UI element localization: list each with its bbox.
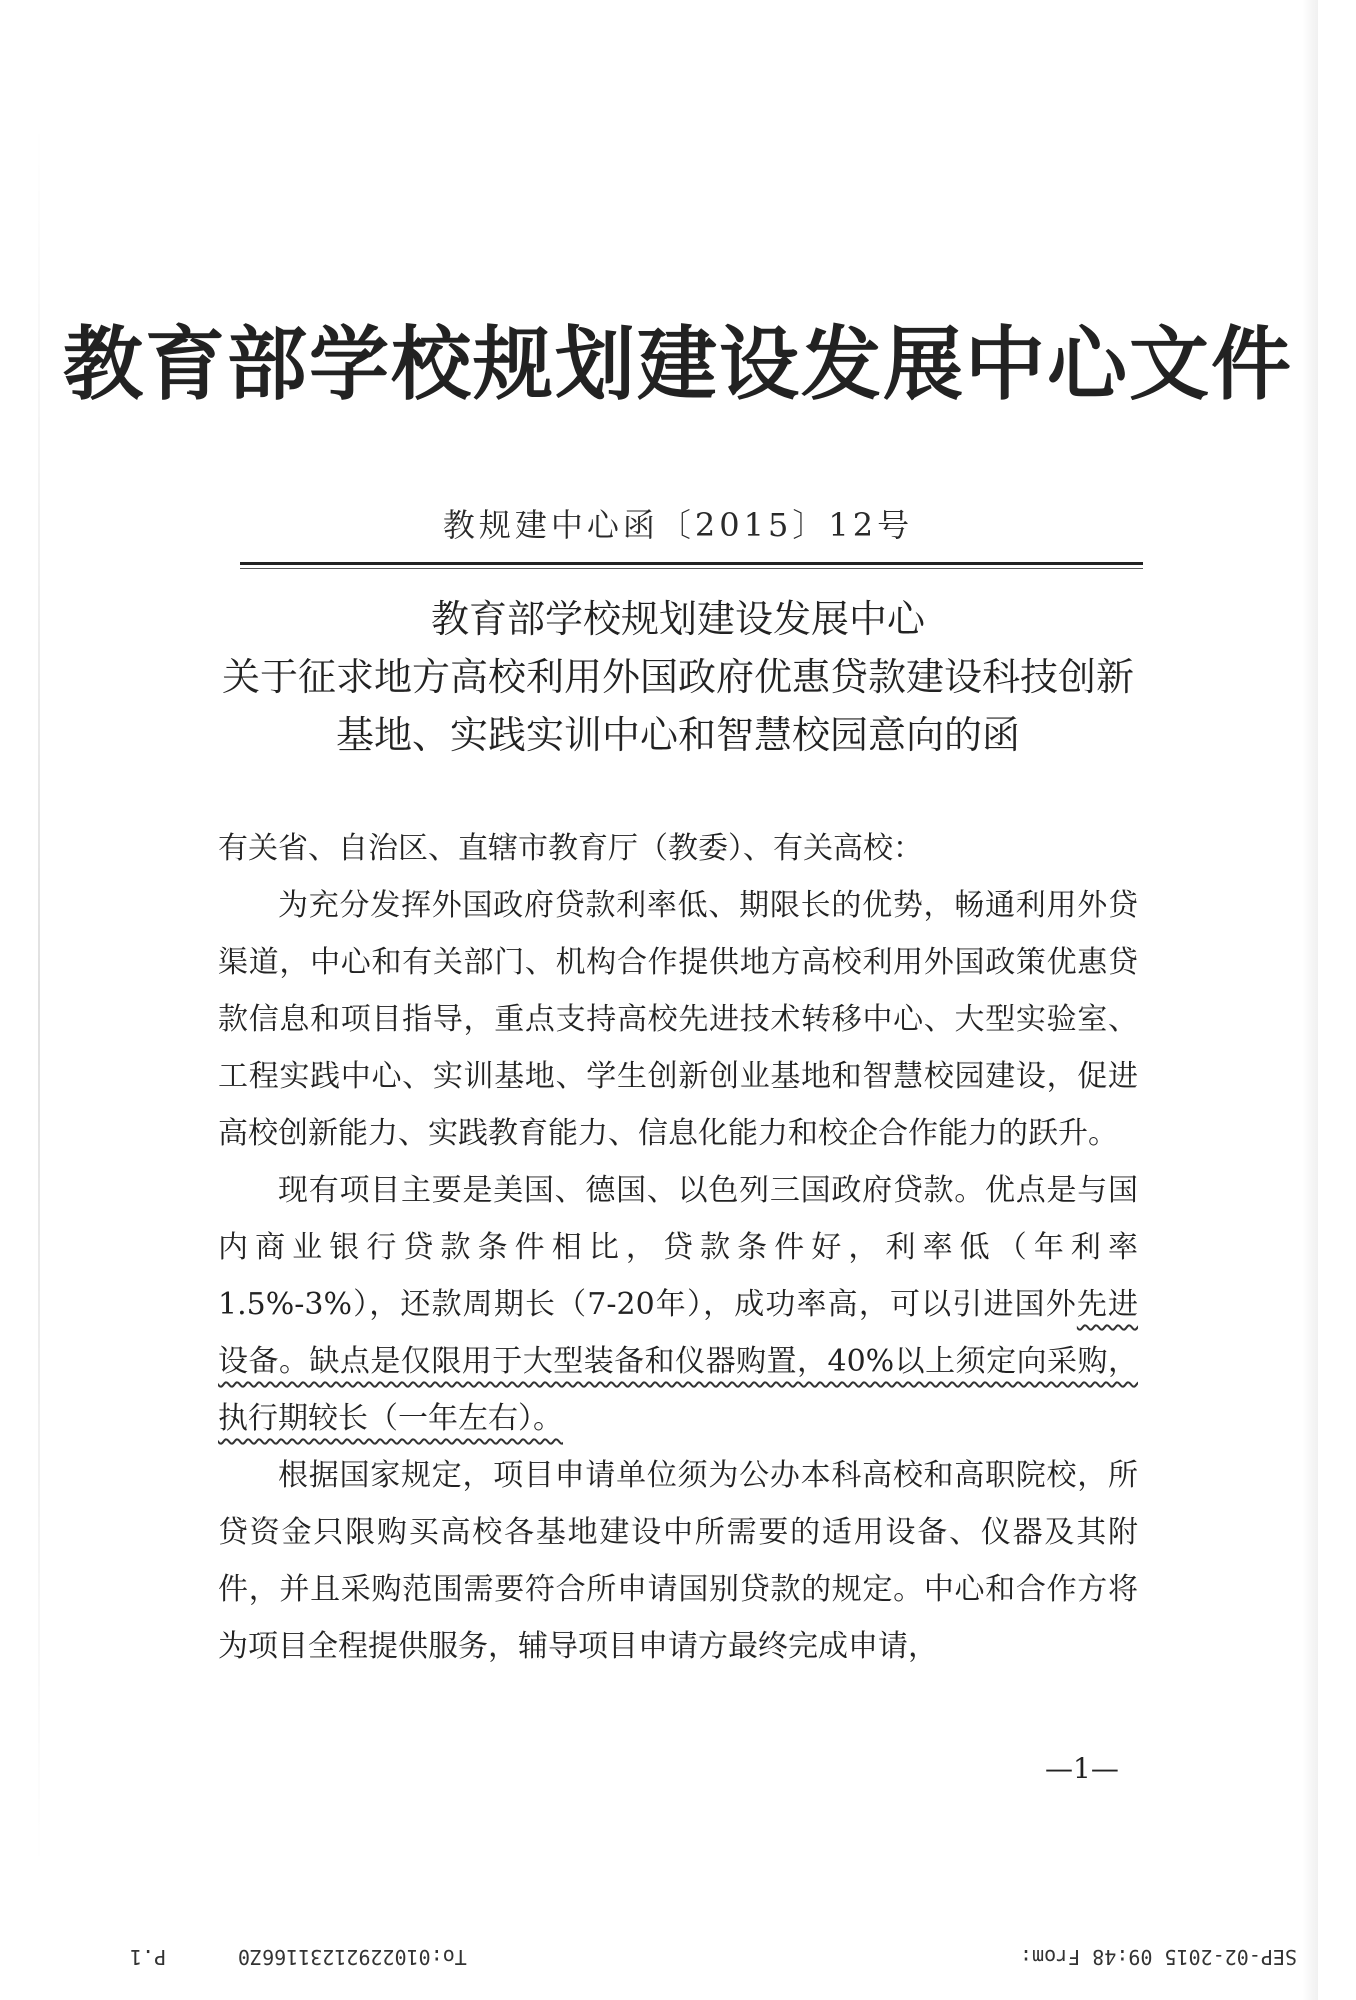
subject-line-2: 关于征求地方高校利用外国政府优惠贷款建设科技创新 bbox=[221, 655, 1134, 699]
paragraph-1: 为充分发挥外国政府贷款利率低、期限长的优势，畅通利用外贷渠道，中心和有关部门、机构合作提供地方高校利用外国政策优惠贷款信息和项目指导，重点支持高校先进技术转移中心、大型实验室、工程实践中心、实训基地、学生创新创业基地和智慧校园建设，促进高校创新能力、实践教育能力、信息化能力和校企合作能力的跃升。 bbox=[218, 888, 1138, 1151]
paragraph-2-text: 现有项目主要是美国、德国、以色列三国政府贷款。优点是与国内商业银行贷款条件相比，贷款条件好，利率低（年利率1.5%-3%），还款周期长（7-20年），成功率高，可以引进国外 bbox=[218, 1173, 1138, 1322]
header-rule-thin bbox=[240, 568, 1143, 569]
subject-line-3: 基地、实践实训中心和智慧校园意向的函 bbox=[335, 713, 1020, 757]
subject-line-1: 教育部学校规划建设发展中心 bbox=[430, 597, 925, 641]
letter-body bbox=[218, 820, 1138, 1675]
paragraph-2 bbox=[218, 1162, 1138, 1447]
fax-to: To:01022921231166Z0 bbox=[238, 1945, 467, 1969]
page-number: —1— bbox=[1045, 1752, 1119, 1785]
salutation: 有关省、自治区、直辖市教育厅（教委）、有关高校： bbox=[218, 831, 923, 866]
fax-page: P.1 bbox=[130, 1945, 167, 1969]
document-number: 教规建中心函〔2015〕12号 bbox=[442, 506, 914, 544]
fax-footer bbox=[0, 1945, 1356, 1985]
paragraph-2-underlined: 先进设备。缺点是仅限用于大型装备和仪器购置，40%以上须定向采购，执行期较长（一年左右）。 bbox=[218, 1287, 1139, 1436]
document-title: 教育部学校规划建设发展中心文件 bbox=[63, 317, 1293, 411]
header-rule-thick bbox=[240, 562, 1143, 565]
fax-from: SEP-02-2015 09:48 From: bbox=[1020, 1945, 1297, 1969]
letter-subject bbox=[0, 590, 1356, 764]
paragraph-3: 根据国家规定，项目申请单位须为公办本科高校和高职院校，所贷资金只限购买高校各基地建设中所需要的适用设备、仪器及其附件，并且采购范围需要符合所申请国别贷款的规定。中心和合作方将为项目全程提供服务，辅导项目申请方最终完成申请， bbox=[218, 1458, 1138, 1664]
